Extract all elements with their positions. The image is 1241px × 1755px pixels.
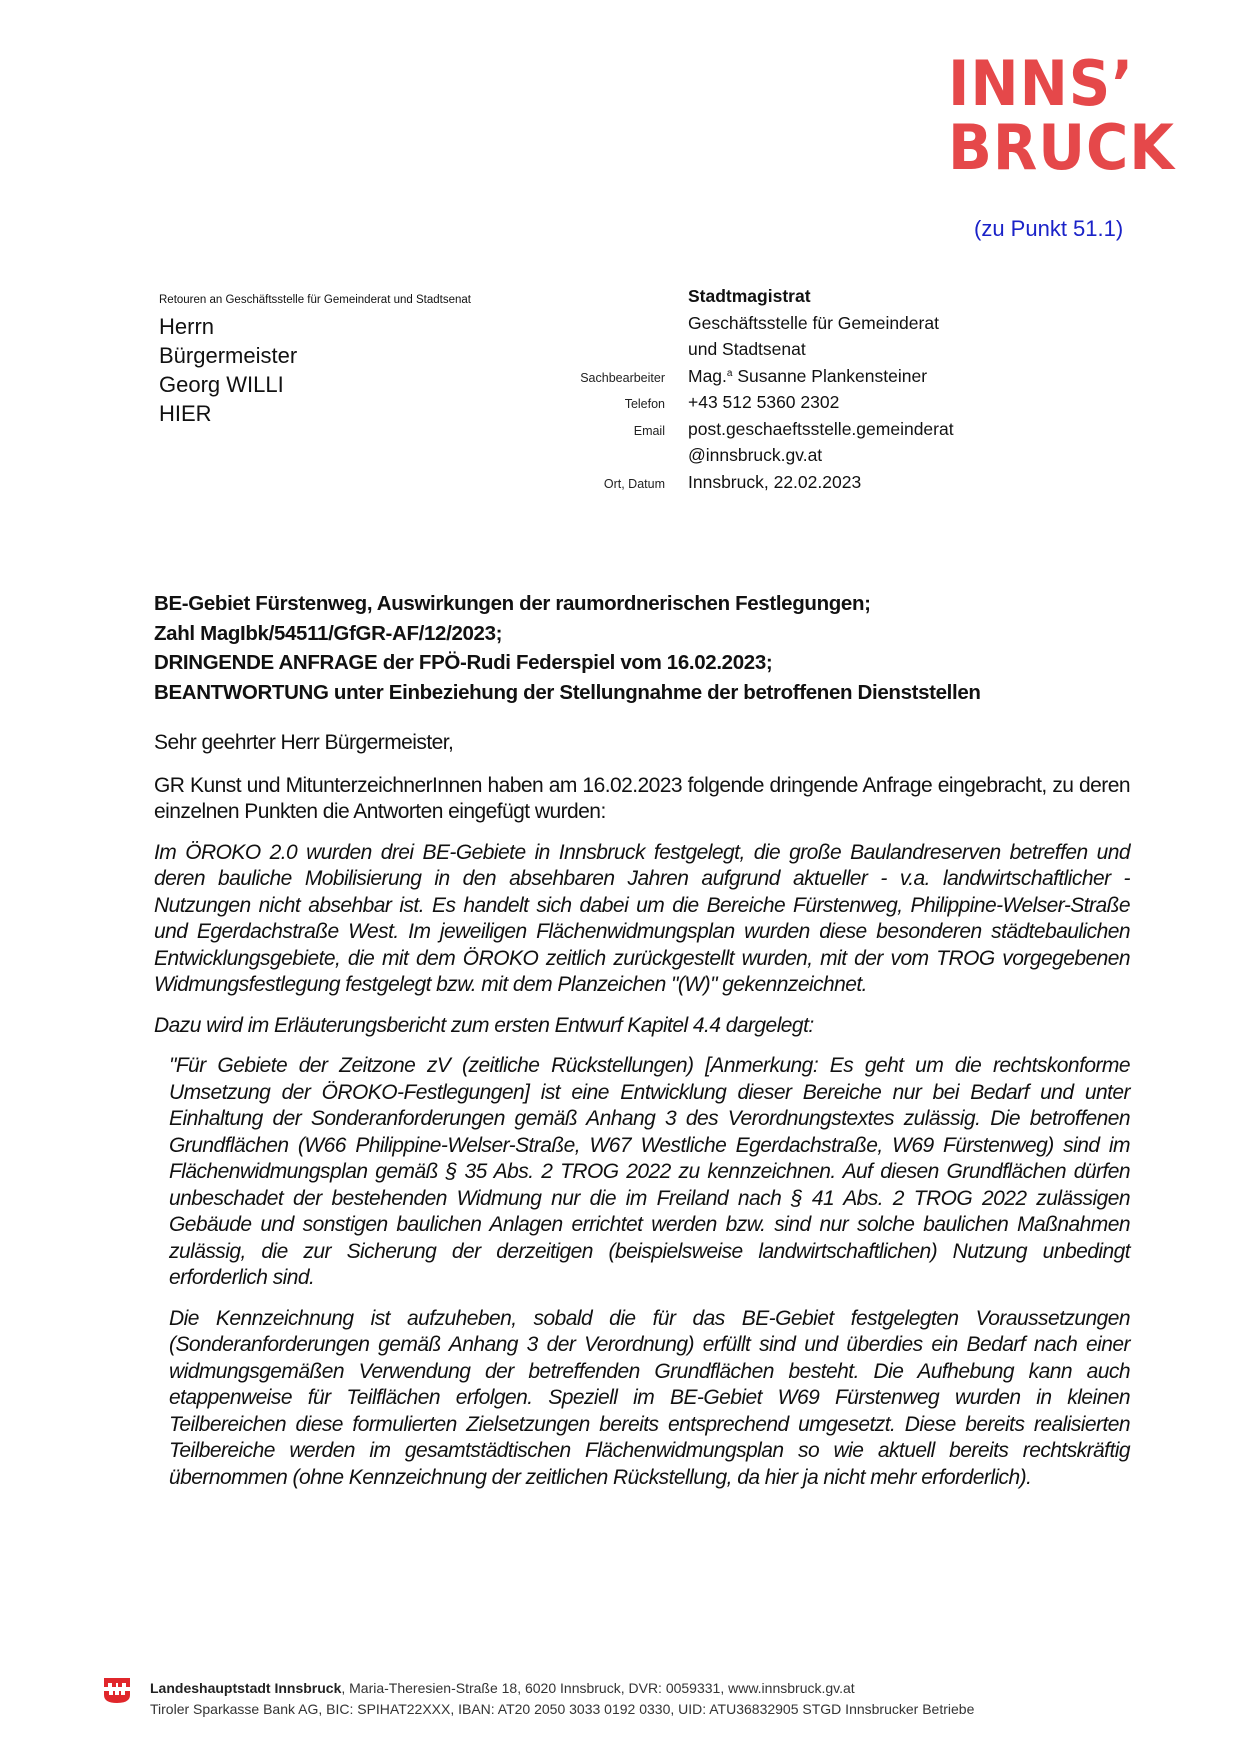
sender-department: Geschäftsstelle für Gemeinderat — [688, 312, 939, 333]
place-date: Innsbruck, 22.02.2023 — [688, 471, 862, 492]
subject-line: Zahl MagIbk/54511/GfGR-AF/12/2023; — [154, 621, 503, 645]
quoted-excerpt — [154, 1053, 1130, 1491]
subject-line: BEANTWORTUNG unter Einbeziehung der Stellungnahme der betroffenen Dienststellen — [154, 680, 981, 704]
subject-heading — [154, 589, 1144, 707]
footer-org-name: Landeshauptstadt Innsbruck — [150, 1680, 342, 1696]
clerk-title: Mag. — [688, 365, 727, 386]
quote-paragraph: Die Kennzeichnung ist aufzuheben, sobald die für das BE-Gebiet festgelegten Voraussetzungen (Sonderanforderungen gemäß Anhang 3 der Verordnung) erfüllt sind und überdies ein Bedarf nach einer widmungsgemäßen Verwendung der betreffenden Grundflächen besteht. Die Aufhebung kann auch etappenweise für Teilflächen erfolgen. Speziell im BE-Gebiet W69 Fürstenweg wurden in kleinen Teilbereichen diese formulierten Zielsetzungen bereits entsprechend umgesetzt. Diese bereits realisierten Teilbereiche werden im gesamtstädtischen Flächenwidmungsplan so wie aktuell bereits rechtskräftig übernommen (ohne Kennzeichnung der zeitlichen Rückstellung, da hier ja nicht mehr erforderlich). — [169, 1306, 1130, 1489]
recipient-line: Herrn — [159, 314, 215, 339]
logo-line-1: INNS’ — [948, 47, 1135, 120]
sender-organization: Stadtmagistrat — [688, 286, 811, 306]
footer-address: , Maria-Theresien-Straße 18, 6020 Innsbruck, DVR: 0059331, www.innsbruck.gv.at — [341, 1680, 855, 1696]
subject-line: BE-Gebiet Fürstenweg, Auswirkungen der raumordnerischen Festlegungen; — [154, 592, 871, 615]
sender-info-block — [540, 286, 1100, 498]
email-label: Email — [633, 423, 665, 438]
return-address: Retouren an Geschäftsstelle für Gemeinderat und Stadtsenat — [159, 294, 471, 306]
innsbruck-logo — [948, 47, 1198, 184]
recipient-line: Georg WILLI — [159, 372, 284, 397]
question-paragraph: Dazu wird im Erläuterungsbericht zum ersten Entwurf Kapitel 4.4 dargelegt: — [154, 1013, 814, 1037]
recipient-address — [159, 312, 297, 428]
clerk-name — [688, 366, 927, 387]
agenda-reference: (zu Punkt 51.1) — [974, 216, 1124, 241]
place-date-label: Ort, Datum — [603, 476, 665, 491]
intro-paragraph: GR Kunst und MitunterzeichnerInnen haben am 16.02.2023 folgende dringende Anfrage eingebracht, zu deren einzelnen Punkten die Antworten eingefügt wurden: — [154, 773, 1130, 823]
recipient-line: Bürgermeister — [159, 343, 298, 368]
phone-label: Telefon — [624, 397, 665, 411]
clerk-fullname: Susanne Plankensteiner — [732, 365, 928, 386]
recipient-line: HIER — [159, 401, 212, 426]
letter-body — [154, 730, 1130, 1505]
question-paragraph: Im ÖROKO 2.0 wurden drei BE-Gebiete in Innsbruck festgelegt, die große Baulandreserven betreffen und deren bauliche Mobilisierung in den absehbaren Jahren aufgrund aktueller - v.a. landwirtschaftlicher - Nutzungen nicht absehbar ist. Es handelt sich dabei um die Bereiche Fürstenweg, Philippine-Welser-Straße und Egerdachstraße West. Im jeweiligen Flächenwidmungsplan wurden diese besonderen städtebaulichen Entwicklungsgebiete, die mit dem ÖROKO zeitlich zurückgestellt wurden, mit der vom TROG vorgegebenen Widmungsfestlegung festgelegt bzw. mit dem Planzeichen "(W)" gekennzeichnet. — [154, 840, 1130, 996]
footer-text — [150, 1678, 974, 1720]
quote-paragraph: "Für Gebiete der Zeitzone zV (zeitliche Rückstellungen) [Anmerkung: Es geht um die rechtskonforme Umsetzung der ÖROKO-Festlegungen] ist eine Entwicklung dieser Bereiche nur bei Bedarf und unter Einhaltung der Sonderanforderungen gemäß Anhang 3 des Verordnungstextes zulässig. Die betroffenen Grundflächen (W66 Philippine-Welser-Straße, W67 Westliche Egerdachstraße, W69 Fürstenweg) sind im Flächenwidmungsplan gemäß § 35 Abs. 2 TROG 2022 zu kennzeichnen. Auf diesen Grundflächen dürfen unbeschadet der bestehenden Widmung nur die im Freiland nach § 41 Abs. 2 TROG 2022 zulässigen Gebäude und sonstigen baulichen Anlagen errichtet werden bzw. sind nur solche baulichen Maßnahmen zulässig, die zur Sicherung der derzeitigen (beispielsweise landwirtschaftlichen) Nutzung unbedingt erforderlich sind. — [169, 1054, 1130, 1289]
clerk-title-sup: a — [726, 367, 733, 379]
footer-line-1 — [150, 1678, 974, 1699]
phone-number: +43 512 5360 2302 — [688, 392, 840, 412]
email-address-cont[interactable]: @innsbruck.gv.at — [688, 445, 823, 465]
subject-line: DRINGENDE ANFRAGE der FPÖ-Rudi Federspiel vom 16.02.2023; — [154, 651, 773, 674]
salutation: Sehr geehrter Herr Bürgermeister, — [154, 731, 454, 754]
logo-line-2: BRUCK — [948, 111, 1175, 184]
email-address[interactable]: post.geschaeftsstelle.gemeinderat — [688, 418, 954, 439]
clerk-label: Sachbearbeiter — [580, 370, 665, 385]
sender-department-cont: und Stadtsenat — [688, 339, 806, 359]
footer-line-2: Tiroler Sparkasse Bank AG, BIC: SPIHAT22XXX, IBAN: AT20 2050 3033 0192 0330, UID: ATU36832905 STGD Innsbrucker Betriebe — [150, 1701, 975, 1717]
innsbruck-coat-of-arms-icon — [103, 1676, 131, 1704]
